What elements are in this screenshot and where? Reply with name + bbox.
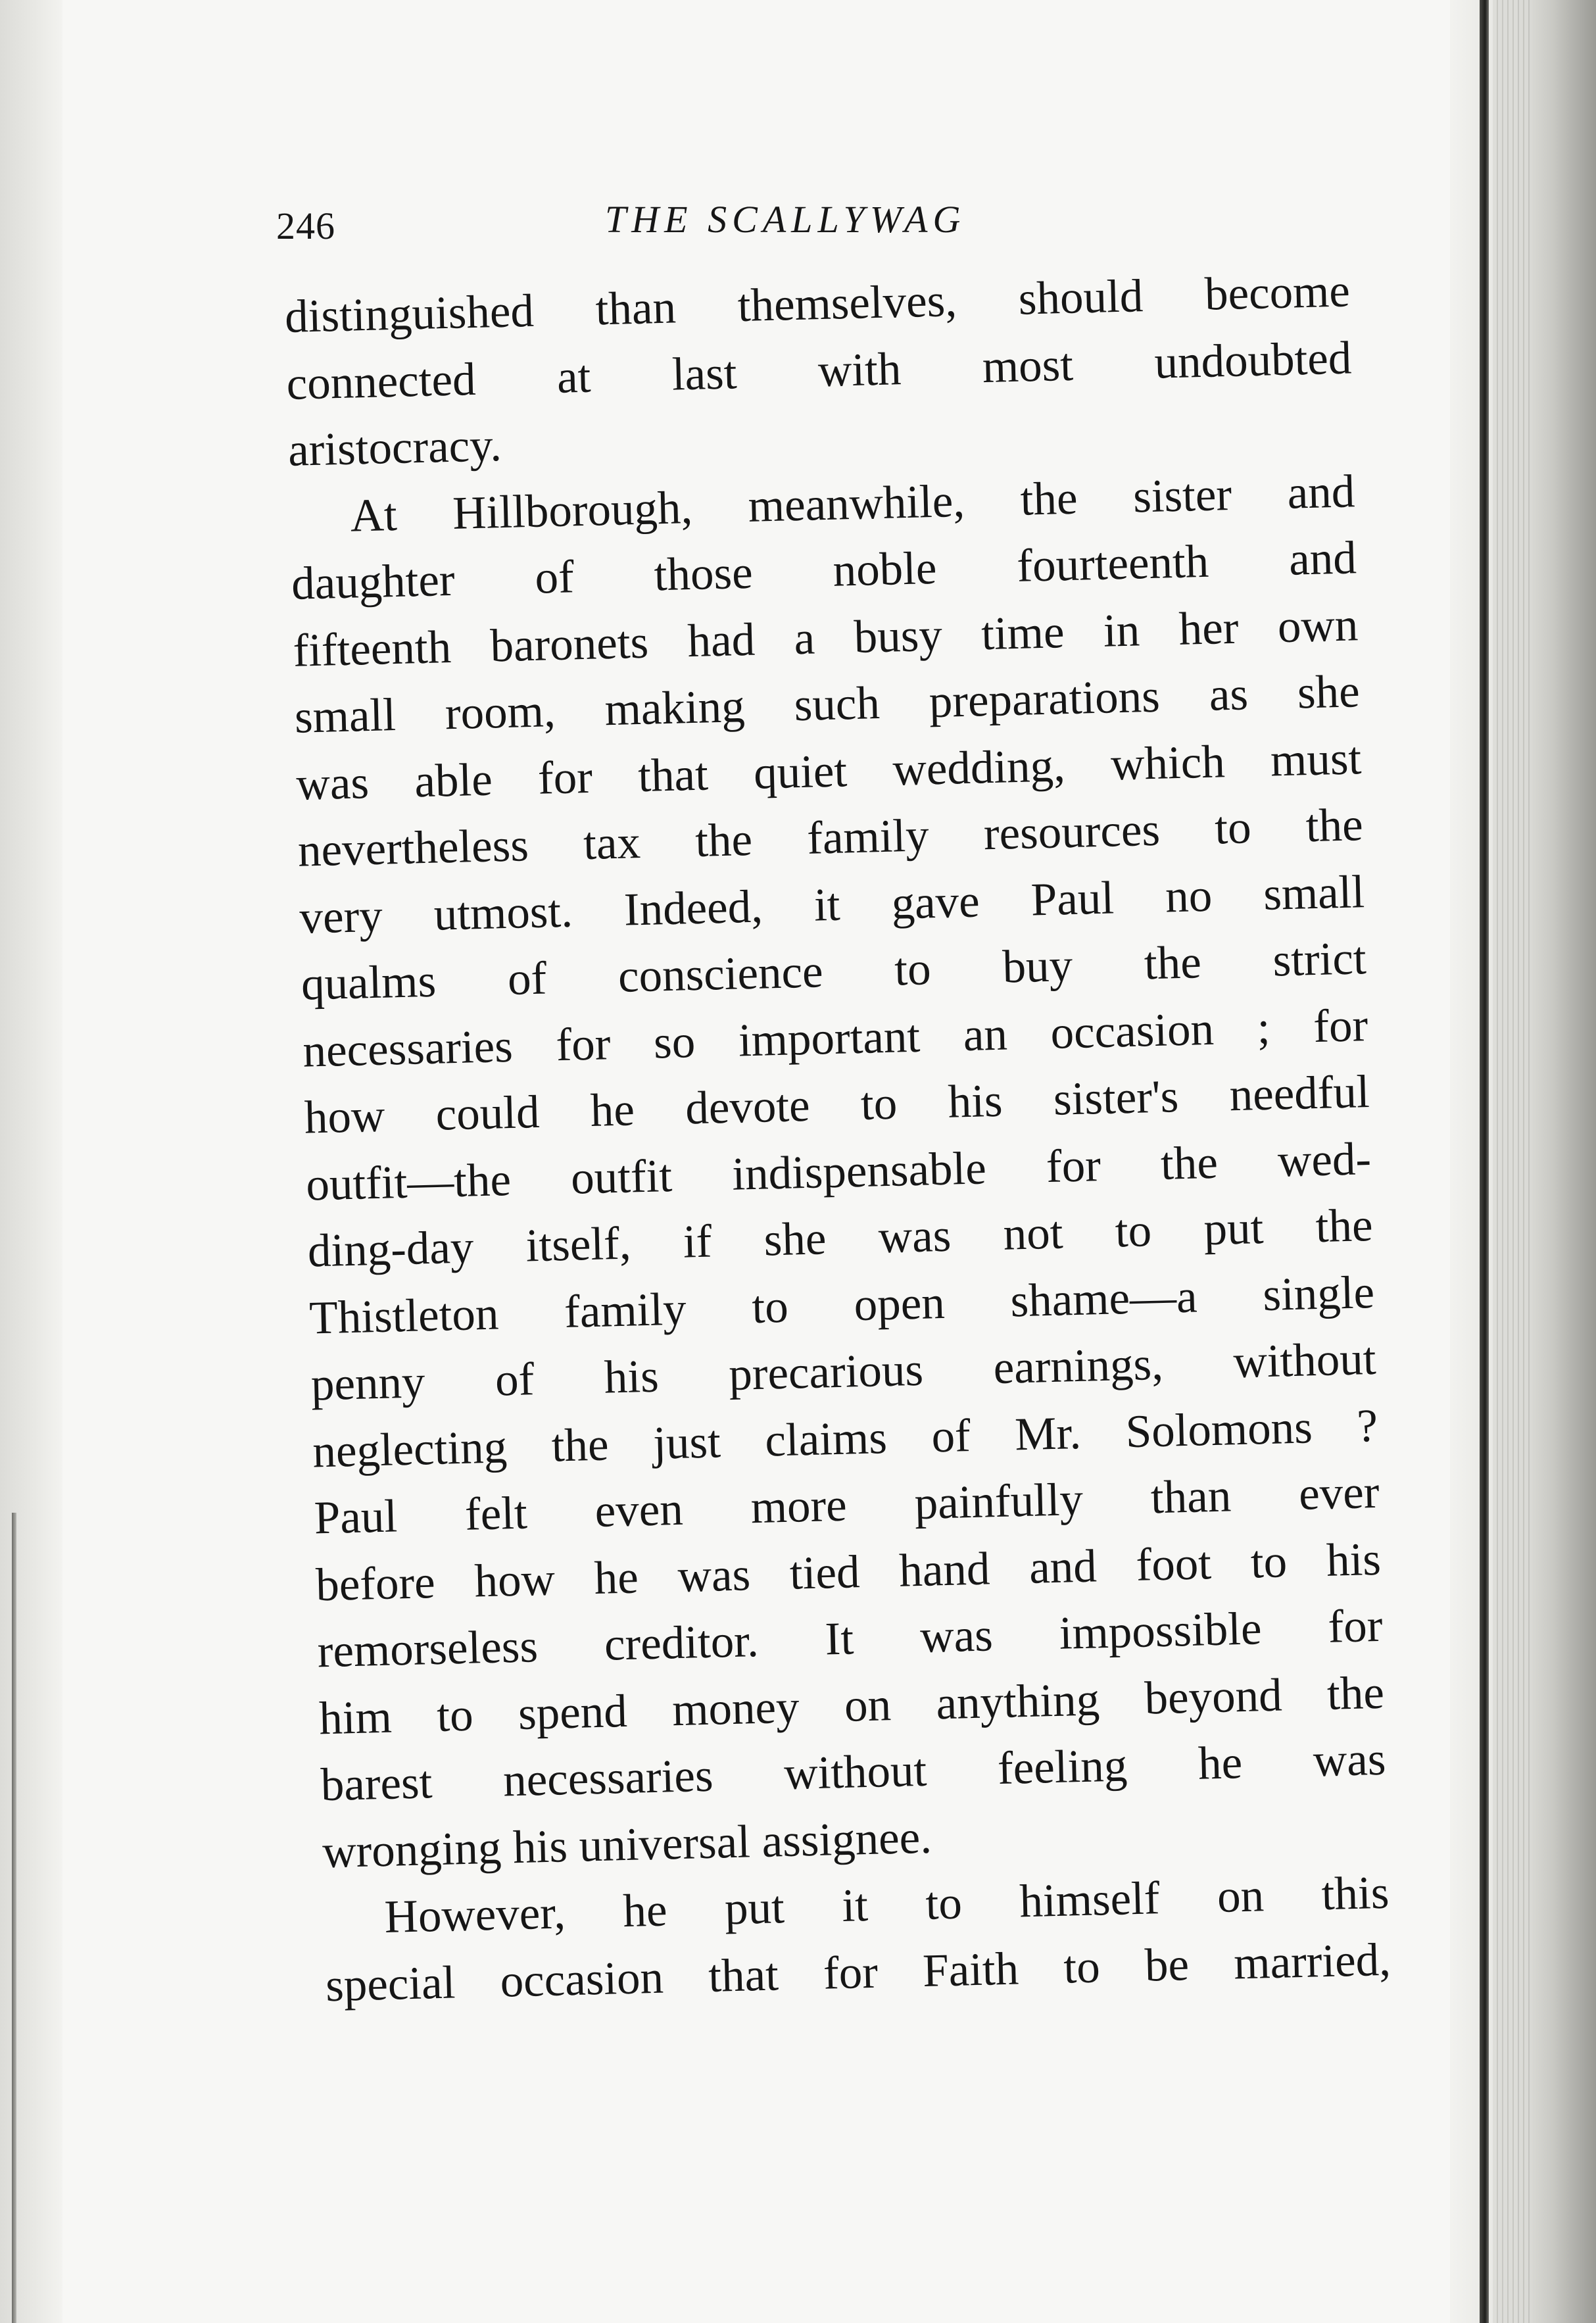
left-page-gutter <box>0 0 62 2323</box>
text-line: small room, making such preparations as she <box>294 666 1361 743</box>
text-line: barest necessaries without feeling he was <box>320 1733 1387 1811</box>
text-line: wronging his universal assignee. <box>322 1811 932 1878</box>
text-line: remorseless creditor. It was impossible for <box>316 1600 1384 1678</box>
text-line: outfit—the outfit indispensable for the wed- <box>305 1133 1372 1211</box>
text-line: was able for that quiet wedding, which must <box>295 732 1363 810</box>
text-line: before how he was tied hand and foot to his <box>315 1533 1382 1611</box>
text-line: him to spend money on anything beyond the <box>318 1667 1385 1744</box>
page-number: 246 <box>276 205 335 247</box>
text-line: daughter of those noble fourteenth and <box>291 532 1357 610</box>
running-head <box>276 191 1394 270</box>
binding-shadow <box>12 1513 16 2323</box>
text-line: At Hillborough, meanwhile, the sister and <box>349 465 1356 542</box>
text-line: special occasion that for Faith to be married, <box>325 1934 1391 2011</box>
text-line: Paul felt even more painfully than ever <box>313 1466 1380 1544</box>
text-line: distinguished than themselves, should become <box>284 265 1351 343</box>
text-line: how could he devote to his sister's needful <box>304 1066 1370 1144</box>
page-stack-edges <box>1493 0 1532 2323</box>
text-line: very utmost. Indeed, it gave Paul no small <box>299 866 1366 944</box>
text-line: connected at last with most undoubted <box>285 331 1353 410</box>
text-line: penny of his precarious earnings, without <box>310 1333 1377 1411</box>
text-line: neglecting the just claims of Mr. Solomons ? <box>312 1400 1378 1477</box>
text-line: necessaries for so important an occasion ; for <box>302 999 1368 1077</box>
body-text <box>284 258 1391 2019</box>
text-line: However, he put it to himself on this <box>383 1867 1390 1943</box>
running-title: THE SCALLYWAG <box>605 198 966 241</box>
text-line: fifteenth baronets had a busy time in her own <box>292 599 1359 677</box>
text-line: Thistleton family to open shame—a single <box>308 1266 1375 1344</box>
text-line: qualms of conscience to buy the strict <box>301 933 1367 1010</box>
text-line: aristocracy. <box>287 420 502 476</box>
text-line: ding-day itself, if she was not to put the <box>306 1199 1374 1277</box>
page-edge-shadow <box>1480 0 1489 2323</box>
text-line: nevertheless tax the family resources to the <box>297 799 1364 877</box>
